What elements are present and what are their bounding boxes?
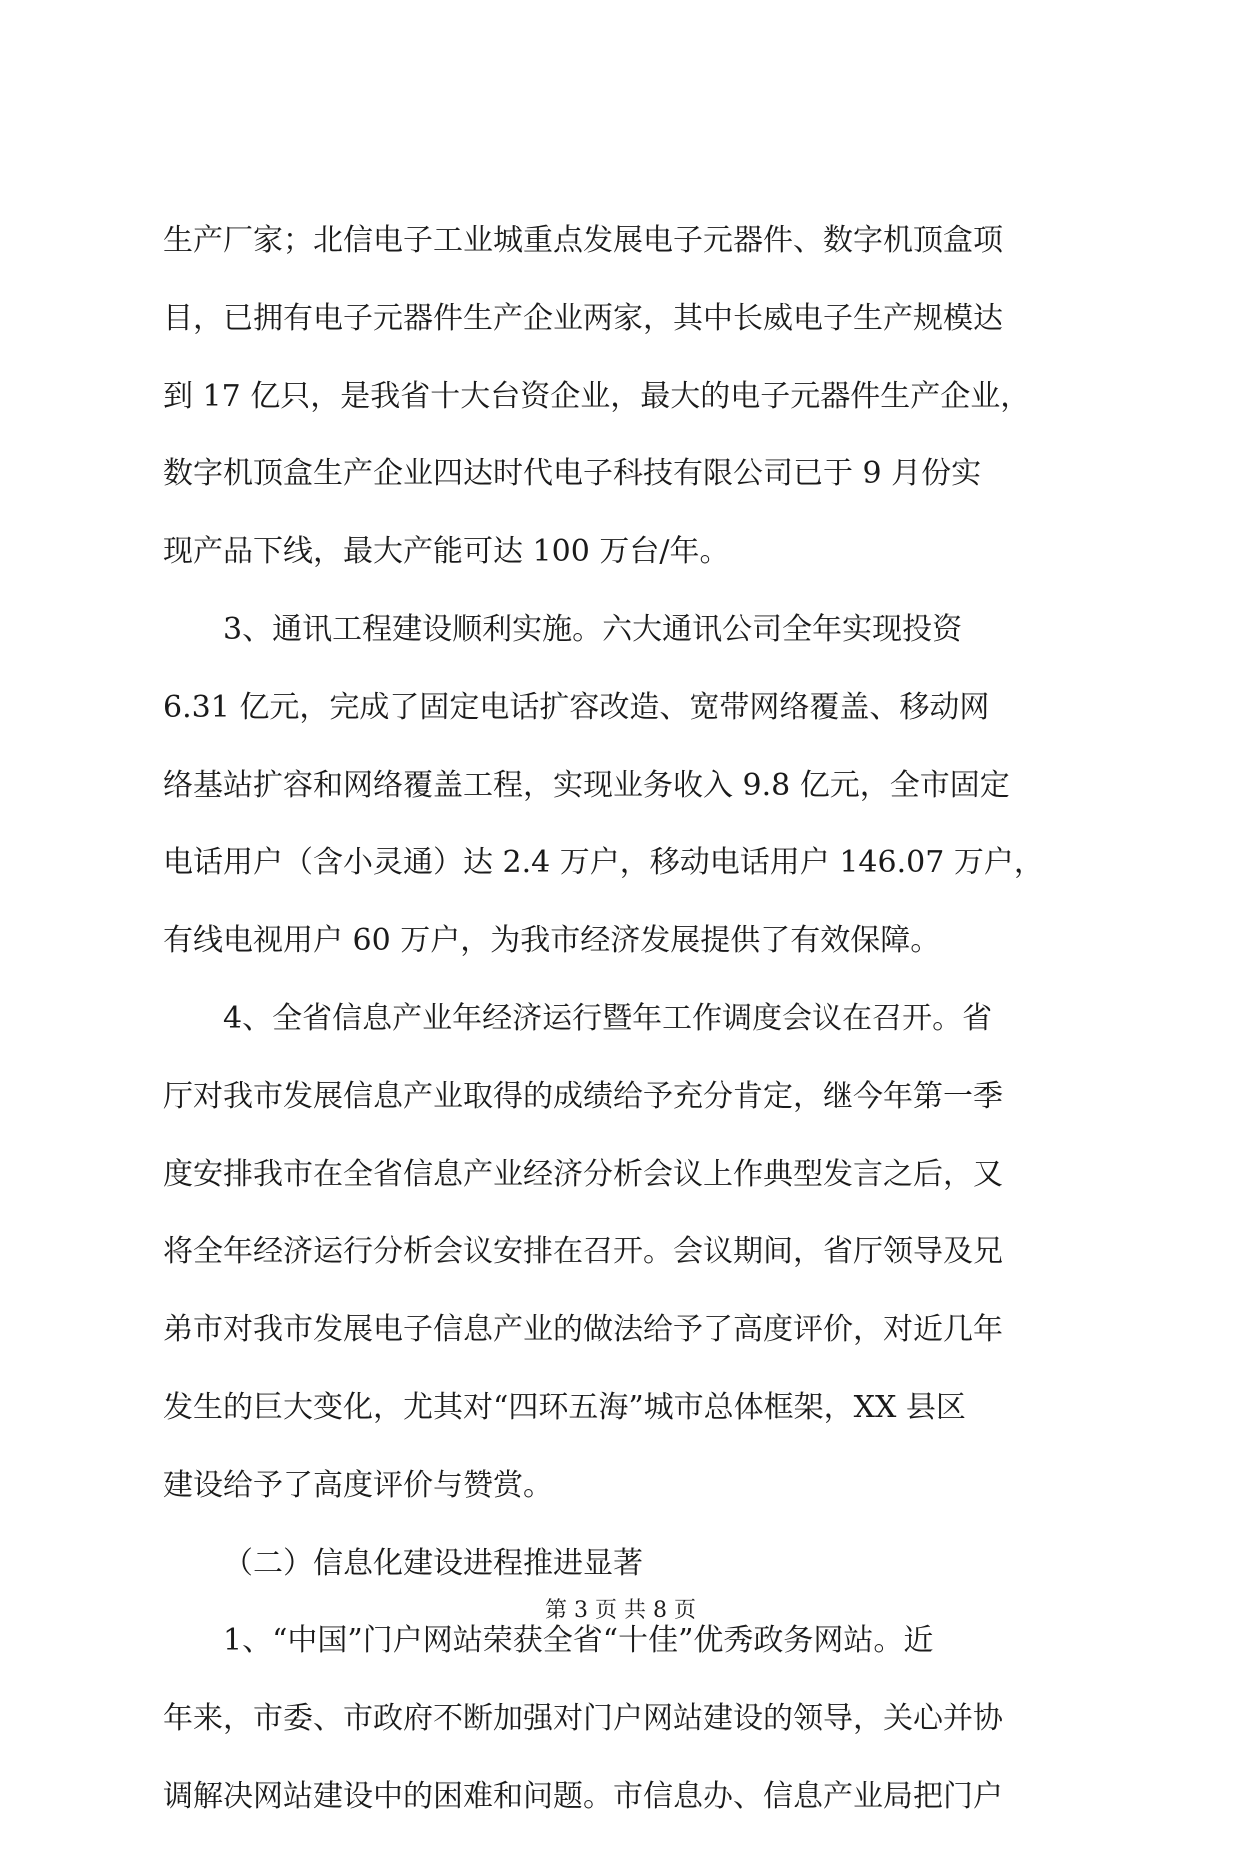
line-text: 厅对我市发展信息产业取得的成绩给予充分肯定，继今年第一季 — [163, 1078, 1003, 1114]
line-text: 有线电视用户 60 万户，为我市经济发展提供了有效保障。 — [163, 923, 941, 959]
text-line — [163, 1312, 1088, 1393]
text-line — [163, 223, 1088, 304]
line-text: 建设给予了高度评价与赞赏。 — [163, 1467, 553, 1503]
text-line — [163, 1701, 1088, 1782]
text-line — [163, 1000, 1088, 1082]
text-line — [163, 1078, 1088, 1160]
text-line — [163, 1156, 1088, 1238]
text-line — [163, 534, 1088, 615]
text-line — [163, 300, 1088, 382]
text-line — [163, 1467, 1088, 1549]
text-line — [163, 767, 1088, 849]
line-text: 将全年经济运行分析会议安排在召开。会议期间，省厅领导及兄 — [163, 1234, 1003, 1270]
line-text: 1、“中国”门户网站荣获全省“十佳”优秀政务网站。近 — [223, 1623, 934, 1659]
line-text: 弟市对我市发展电子信息产业的做法给予了高度评价，对近几年 — [163, 1312, 1003, 1348]
line-text: 年来，市委、市政府不断加强对门户网站建设的领导，关心并协 — [163, 1701, 1003, 1737]
line-text: （二）信息化建设进程推进显著 — [223, 1545, 643, 1581]
line-text: 目，已拥有电子元器件生产企业两家，其中长威电子生产规模达 — [163, 300, 1003, 336]
line-text: 电话用户（含小灵通）达 2.4 万户，移动电话用户 146.07 万户， — [163, 845, 1044, 881]
line-text: 6.31 亿元，完成了固定电话扩容改造、宽带网络覆盖、移动网 — [163, 689, 990, 725]
text-line — [163, 845, 1088, 926]
text-line — [163, 1389, 1088, 1471]
text-line — [163, 1778, 1088, 1860]
text-line — [163, 923, 1088, 1004]
text-line — [163, 611, 1088, 693]
text-line — [163, 378, 1088, 460]
line-text: 3、通讯工程建设顺利实施。六大通讯公司全年实现投资 — [223, 611, 963, 647]
text-line — [163, 1234, 1088, 1315]
page-number-label: 第 3 页 共 8 页 — [545, 1598, 696, 1623]
text-line — [163, 1623, 1088, 1704]
line-text: 现产品下线，最大产能可达 100 万台/年。 — [163, 534, 730, 570]
line-text: 络基站扩容和网络覆盖工程，实现业务收入 9.8 亿元，全市固定 — [163, 767, 1010, 803]
line-text: 生产厂家；北信电子工业城重点发展电子元器件、数字机顶盒项 — [163, 223, 1003, 258]
line-text: 数字机顶盒生产企业四达时代电子科技有限公司已于 9 月份实 — [163, 456, 982, 492]
text-line — [163, 689, 1088, 771]
line-text: 4、全省信息产业年经济运行暨年工作调度会议在召开。省 — [223, 1000, 993, 1036]
line-text: 到 17 亿只，是我省十大台资企业，最大的电子元器件生产企业， — [163, 378, 1031, 414]
line-text: 度安排我市在全省信息产业经济分析会议上作典型发言之后，又 — [163, 1156, 1003, 1192]
page-footer — [0, 1600, 1241, 1622]
text-line — [163, 456, 1088, 537]
line-text: 发生的巨大变化，尤其对“四环五海”城市总体框架，XX 县区 — [163, 1389, 966, 1425]
line-text: 调解决网站建设中的困难和问题。市信息办、信息产业局把门户 — [163, 1778, 1003, 1814]
